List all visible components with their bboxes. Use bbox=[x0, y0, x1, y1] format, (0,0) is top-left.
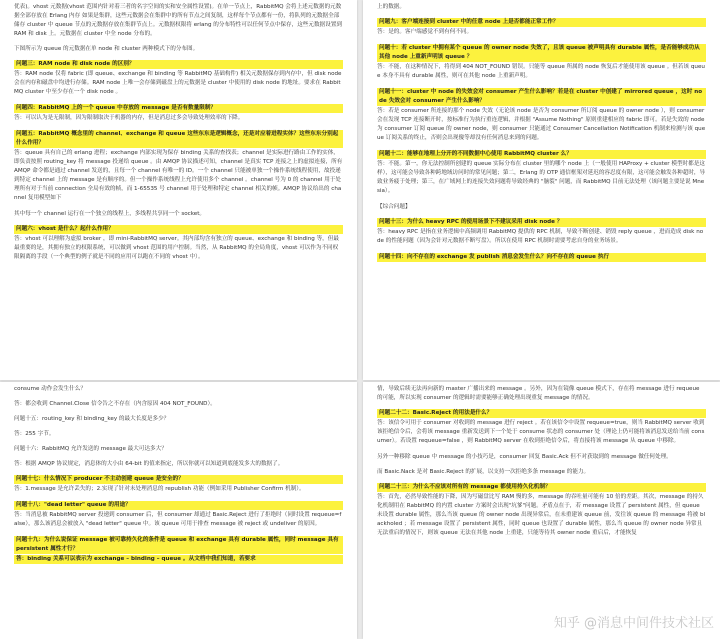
paragraph: 【综合问题】 bbox=[377, 204, 411, 210]
paragraph: 答：都会收到 Channel.Close 信令告之不存在（内含原因 404 NOT_FOUND）。 bbox=[14, 401, 216, 407]
paragraph: 答：RAM node 仅将 fabric (即 queue、exchange 和 binding 等 RabbitMQ 基础构件) 相关元数据保存到内存中，但 disk node 会在内存和磁盘中均进行存储。RAM node 上唯一会存储到磁盘上的元数据是 cluster 中使用的 disk node 的地址。要求在 RabbitMQ cluster 中至少存在一个 disk node 。 bbox=[14, 71, 342, 95]
question-heading: 问题十四：向不存在的 exchange 发 publish 消息会发生什么？向不存在的 queue 执行 bbox=[377, 253, 706, 262]
question-heading: 问题六：vhost 是什么？起什么作用？ bbox=[14, 225, 343, 234]
paragraph: 情，导致后续无法再向新的 master 广播出来的 message 。另外，因为在镜像 queue 模式下，存在将 message 进行 requeue 的可能，所以实现 consumer 的逻辑时需要能够正确处理出现重复 message 的情况。 bbox=[377, 386, 700, 401]
paragraph: 答：不能。第一，你无法控制所创建的 queue 实际分布在 cluster 里的哪个 node 上（一般使用 HAProxy + cluster 模型时都是这样），这可能会导致各种跨地域访问时的常见问题；第二，Erlang 的 OTP 通信框架对延迟的容忍度有限，这可能会触发各种超时，导致业务疲于处理；第三，在广域网上的连接失效问题将导致经典的 "脑裂" 问题，而 RabbitMQ 目前无法处理（该问题主要是说 Mnesia）。 bbox=[377, 161, 706, 194]
question-heading: 问题五：RabbitMQ 概念里的 channel、exchange 和 queue 这些东东是逻辑概念，还是对应着进程实体？这些东东分别起什么作用？ bbox=[14, 130, 343, 148]
paragraph: 答：1.message 是允许丢失的；2.实现了针对未处理消息的 republish 功能（例如采用 Publisher Confirm 机制）。 bbox=[14, 486, 305, 492]
watermark: 知乎 @消息中间件技术社区 bbox=[553, 616, 714, 631]
question-heading: 问题二十三：为什么不应该对所有的 message 都使用持久化机制？ bbox=[377, 483, 706, 492]
question-heading: 问题九：客户端连接到 cluster 中的任意 node 上是否都能正常工作？ bbox=[377, 18, 706, 27]
paragraph: 下图所示为 queue 的元数据在单 node 和 cluster 两种模式下的分布图。 bbox=[14, 46, 199, 52]
question-heading: 问题十九：为什么说保证 message 被可靠持久化的条件是 queue 和 exchange 具有 durable 属性，同时 message 具有 persistent 属性才行？ bbox=[14, 536, 343, 554]
paragraph: 答：首先，必然导致性能的下降，因为写磁盘比写 RAM 慢的多，message 的吞吐量可能有 10 倍的差距。其次，message 的持久化机制用在 RabbitMQ 的内置 cluster 方案时会出现"坑爹"问题。矛盾点在于，若 message 设置了 persistent 属性，但 queue 未设置 durable 属性，那么当该 queue 的 owner node 出现异常后，在未重建该 queue 前，发往该 queue 的 message 将被 blackholed ；若 message 设置了 persistent 属性，同时 queue 也设置了 durable 属性，那么当 queue 的 owner node 异常且无法重启的情况下，则该 queue 无法在其他 node 上重建，只能等待其 owner node 重启后，才能恢复 bbox=[377, 494, 706, 536]
question-heading: 答：binding 关系可以表示为 exchange – binding – queue 。从文档中我们知道，若要求 bbox=[14, 555, 343, 564]
paragraph: 答：若是 consumer 所连接的那个 node 失效（无论该 node 是否为 consumer 所订阅 queue 的 owner node ），则 consumer 会在发现 TCP 连接断开时，按标准行为执行重连逻辑，并根据 "Assume Nothing" 原则重建相应的 fabric 即可。若是失效的 node 为 consumer 订阅 queue 的 owner node，则 consumer 只能通过 Consumer Cancellation Notification 机制来检测与该 queue 订阅关系的终止，否则会出现傻等却没有任何消息来到的问题。 bbox=[377, 108, 706, 141]
page-3-content bbox=[0, 382, 357, 564]
question-heading: 问题三：RAM node 和 disk node 的区别？ bbox=[14, 60, 343, 69]
question-heading: 问题二十二：Basic.Reject 的用法是什么？ bbox=[377, 409, 706, 418]
question-heading: 问题十三：为什么 heavy RPC 的使用场景下不建议采用 disk node ？ bbox=[377, 218, 706, 227]
paragraph: 答：根据 AMQP 协议规定，消息体的大小由 64-bit 的值来指定，所以你就可以知道到底能发多大的数据了。 bbox=[14, 461, 284, 467]
document-page-3 bbox=[0, 382, 357, 639]
question-heading: 问题十七：什么情况下 producer 不主动创建 queue 是安全的？ bbox=[14, 475, 343, 484]
paragraph: 答：heavy RPC 是指在业务逻辑中高频调用 RabbitMQ 提供的 RPC 机制，导致不断创建、销毁 reply queue ，进而造成 disk node 的性能问题（因为会针对元数据不断写盘）。所以在使用 RPC 机制时需要考虑自身的业务场景。 bbox=[377, 229, 704, 244]
document-page-2 bbox=[363, 0, 720, 380]
question-heading: 问题四：RabbitMQ 上的一个 queue 中存放的 message 是否有数量限制？ bbox=[14, 104, 343, 113]
paragraph: 问题十六：RabbitMQ 允许发送的 message 最大可达多大？ bbox=[14, 446, 167, 452]
paragraph: 问题十五：routing_key 和 binding_key 的最大长度是多少？ bbox=[14, 416, 170, 422]
page-4-content bbox=[363, 382, 720, 538]
paragraph: consume 动作会发生什么？ bbox=[14, 386, 86, 392]
document-page-1 bbox=[0, 0, 357, 380]
question-heading: 问题十二：能够在地理上分开的不同数据中心使用 RabbitMQ cluster 么？ bbox=[377, 150, 706, 159]
paragraph: 另外一种移除 queue 中 message 的小技巧是，consumer 回复 Basic.Ack 但不对获取到的 message 做任何处理。 bbox=[377, 454, 672, 460]
paragraph: 优表)。vhost 元数据(vhost 范围内针对着三者的名字空间的实和安全属性设置)。在单一节点上，RabbitMQ 会将上述元数据的元数据全部存放在 Erlang 内存 如果是集群，这些元数据会在集群中的所有节点之间复制，这样每个节点都有一份，将队列的元数据全部储存 cluster 中 queue 节点的元数据存放在集群节点上。元数据权限将 erlang 的分布特性可以任何节点中保存，这些元数据设置到 RAM 和 disk 上。元数据在 cluster 中全 node 分布的。 bbox=[14, 4, 342, 37]
paragraph: 答：是的。客户端感觉不到有何不同。 bbox=[377, 29, 473, 35]
question-heading: 问题十：若 cluster 中拥有某个 queue 的 owner node 失效了，且该 queue 被声明具有 durable 属性，是否能够成功从其他 node 上重新声明该 queue ？ bbox=[377, 44, 706, 62]
paragraph: 答：queue 具有自己的 erlang 进程；exchange 内部实现为保存 binding 关系的查找表；channel 是实际进行路由工作的实体，即负责按照 routing_key 将 message 投递给 queue 。由 AMQP 协议描述可知，channel 是真实 TCP 连接之上的虚拟连接，所有 AMQP 命令都是通过 channel 发送的，且每一个 channel 有唯一的 ID。一个 channel 只能被单独一个操作系统线程使用，故投递到特定 channel 上的 message 是有顺序的。但一个操作系统线程上允许使用多个 channel 。channel 号为 0 的 channel 用于处理所有对于当前 connection 全局有效的帧，而 1-65535 号 channel 用于处理和特定 channel 相关的帧。AMQP 协议给出的 channel 复用模型如下 bbox=[14, 150, 343, 201]
paragraph: 答：不能，在这种情况下，将得到 404 NOT_FOUND 错误。只能等 queue 所属的 node 恢复后才能使用该 queue 。但若该 queue 本身不具有 durable 属性，则可在其他 node 上重新声明。 bbox=[377, 64, 705, 79]
question-heading: 问题十八："dead letter" queue 的用途？ bbox=[14, 501, 343, 510]
paragraph: 答：255 字节。 bbox=[14, 431, 55, 437]
question-heading: 问题十一：cluster 中 node 的失效会对 consumer 产生什么影响？若是在 cluster 中创建了 mirrored queue ，这时 node 失效会对 consumer 产生什么影响？ bbox=[377, 88, 706, 106]
document-page-4 bbox=[363, 382, 720, 639]
paragraph: 而 Basic.Nack 是对 Basic.Reject 的扩展，以支持一次拒绝多条 message 的能力。 bbox=[377, 469, 590, 475]
paragraph: 其中每一个 channel 运行在一个独立的线程上，多线程共享同一个 socket。 bbox=[14, 211, 205, 217]
paragraph: 答：当消息被 RabbitMQ server 投递到 consumer 后，但 consumer 却通过 Basic.Reject 进行了拒绝时（同时设置 requeue=false），那么该消息会被放入 "dead letter" queue 中。该 queue 可用于排查 message 被 reject 或 undeliver 的原因。 bbox=[14, 512, 342, 527]
paragraph: 答：vhost 可以理解为虚拟 broker ，即 mini-RabbitMQ server。其内部均含有独立的 queue、exchange 和 binding 等，但最最重要的是，其拥有独立的权限系统，可以做到 vhost 范围的用户控制。当然，从 RabbitMQ 的全局角度，vhost 可以作为不同权限隔离的手段（一个典型的例子就是不同的应用可以跑在不同的 vhost 中）。 bbox=[14, 236, 339, 260]
page-2-content bbox=[363, 0, 720, 262]
paragraph: 答：该信令可用于 consumer 对收到的 message 进行 reject 。若在该信令中设置 requeue=true，则当 RabbitMQ server 收到该拒绝信令后，会将该 message 重新发送到下一个处于 consume 状态的 consumer 处（理论上仍可能将该消息发送给当前 consumer）。若设置 requeue=false ，则 RabbitMQ server 在收到拒绝信令后，将直接将该 message 从 queue 中移除。 bbox=[377, 420, 705, 444]
paragraph: 上的数据。 bbox=[377, 4, 405, 10]
page-1-content bbox=[0, 0, 357, 262]
paragraph: 答：可以认为是无限制，因为限制取决于机器的内存，但是消息过多会导致处理效率的下降。 bbox=[14, 115, 244, 121]
